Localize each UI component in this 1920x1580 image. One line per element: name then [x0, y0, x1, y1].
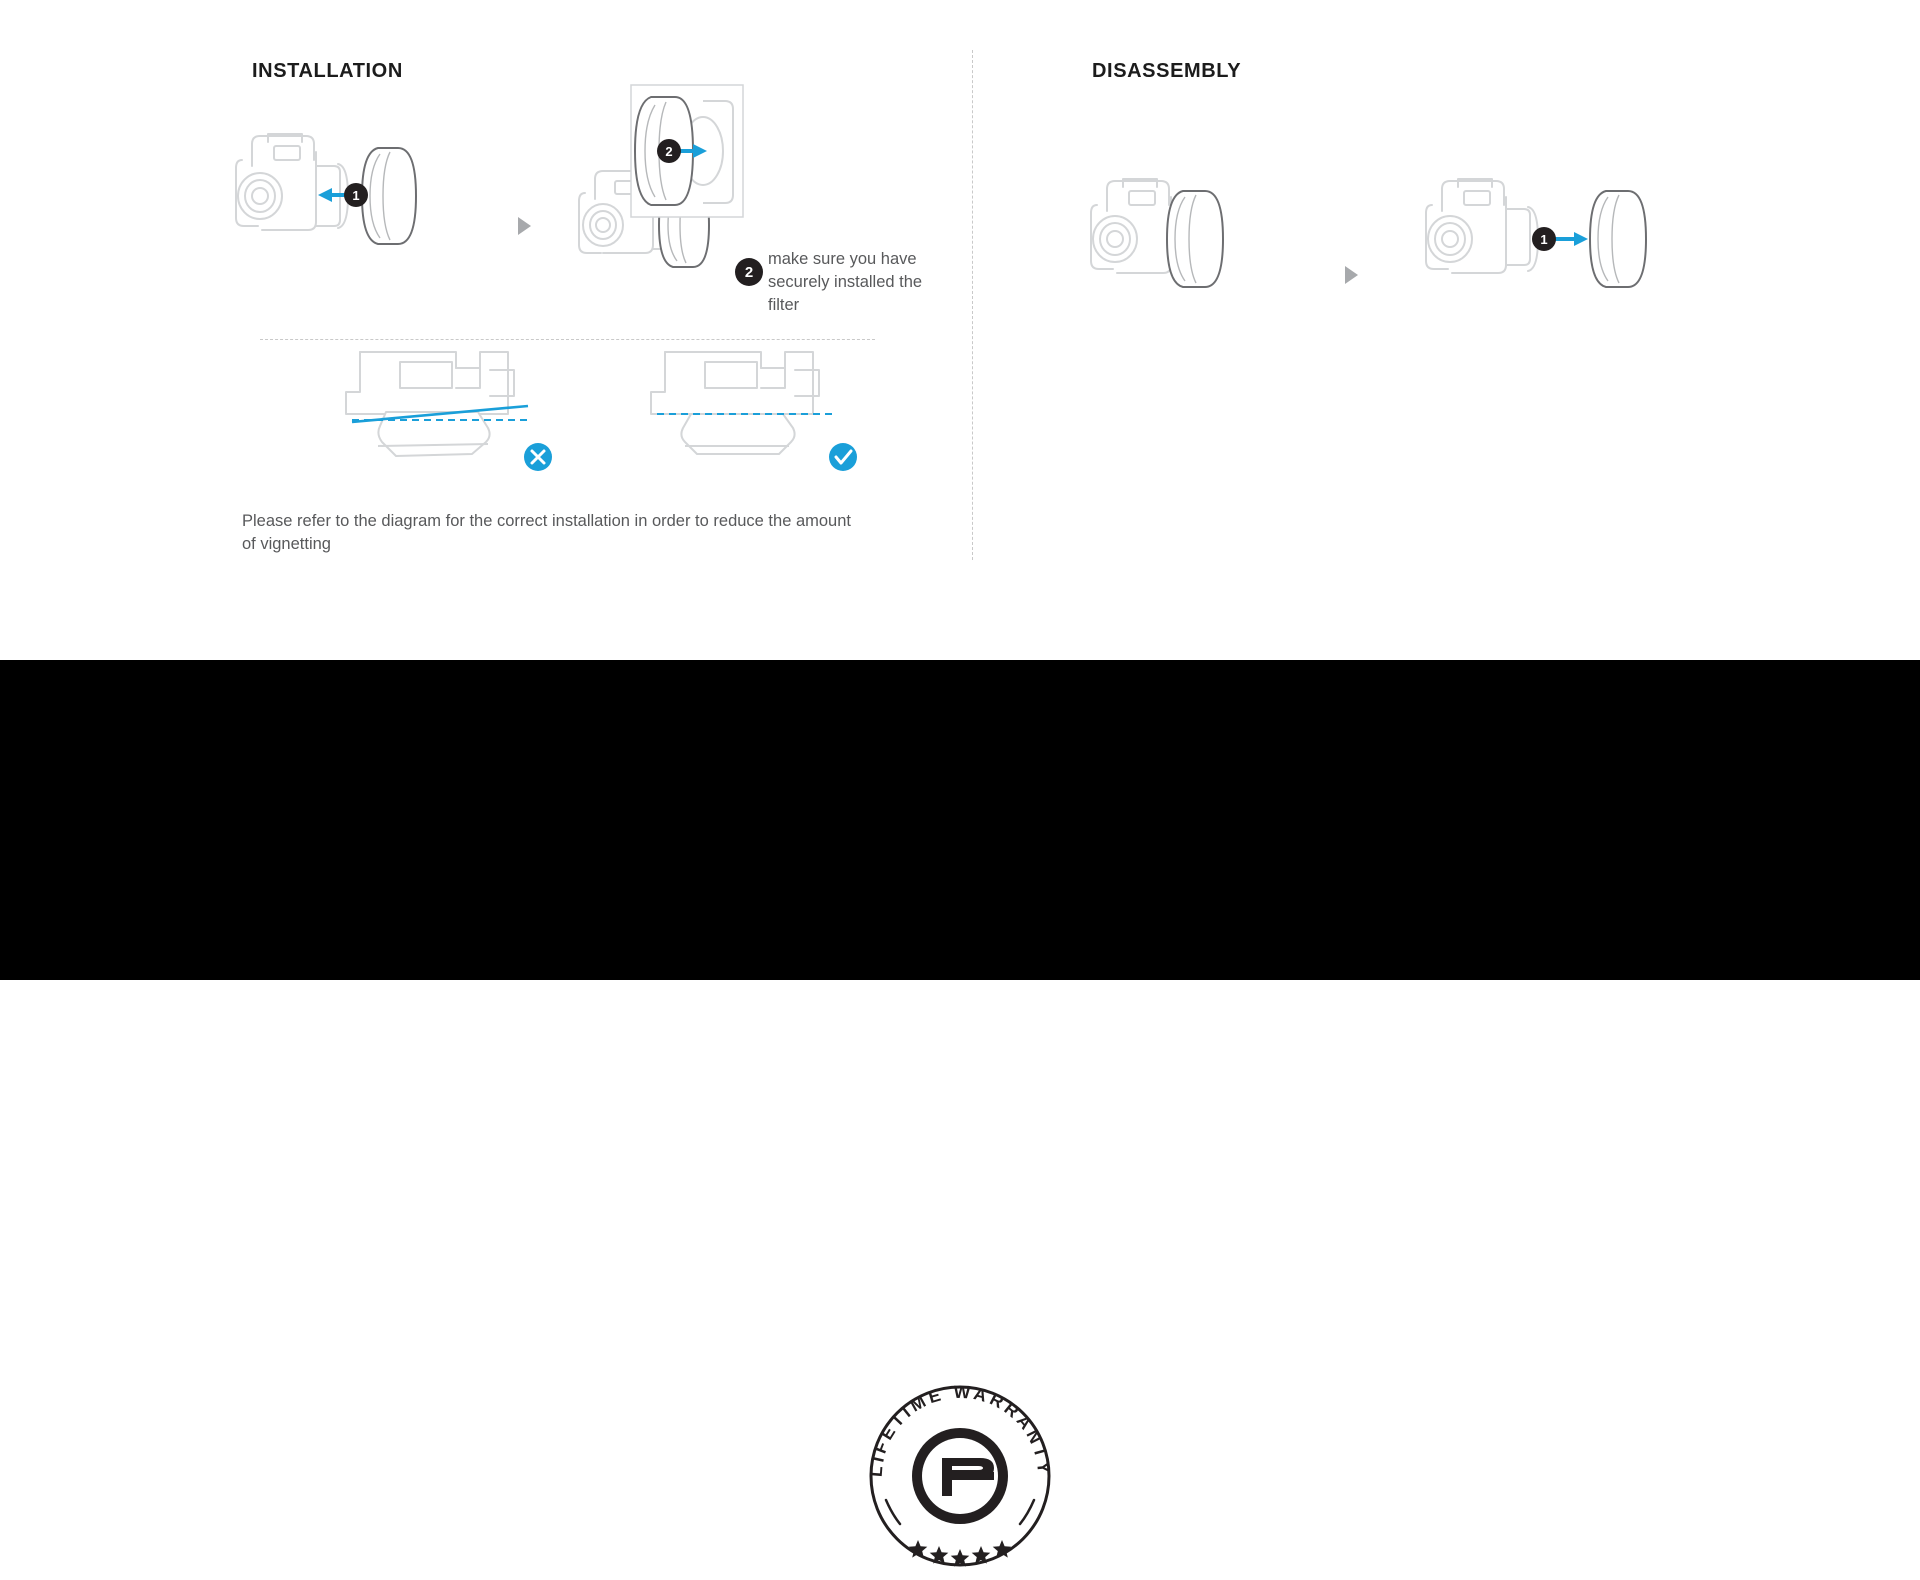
- svg-text:1: 1: [1540, 232, 1548, 247]
- instructions-panel: [0, 0, 1920, 660]
- correct-installation-illustration: [645, 350, 875, 475]
- disassembly-sequence-arrow: [1345, 266, 1358, 284]
- disassembly-before-illustration: [1085, 165, 1285, 310]
- svg-text:2: 2: [665, 144, 673, 159]
- disassembly-after-illustration: [1420, 165, 1680, 310]
- svg-text:1: 1: [352, 188, 360, 203]
- disassembly-section-title: DISASSEMBLY: [1092, 60, 1242, 82]
- secure-install-caption: make sure you have securely installed the filter: [768, 250, 923, 314]
- footer-band: [0, 660, 1920, 1478]
- incorrect-installation-illustration: [340, 350, 570, 475]
- lifetime-warranty-seal: [856, 1372, 1064, 1580]
- installation-subsection-divider: [260, 339, 875, 340]
- seal-top-text: LIFETIME WARRANTY: [865, 1381, 1055, 1478]
- step-2-badge: 2: [735, 258, 763, 286]
- vignetting-note: Please refer to the diagram for the correct installation in order to reduce the amount of vignetting: [242, 512, 851, 553]
- section-divider: [972, 50, 973, 560]
- installation-sequence-arrow: [518, 217, 531, 235]
- installation-step1-illustration: [230, 120, 490, 270]
- installation-section-title: INSTALLATION: [252, 60, 403, 82]
